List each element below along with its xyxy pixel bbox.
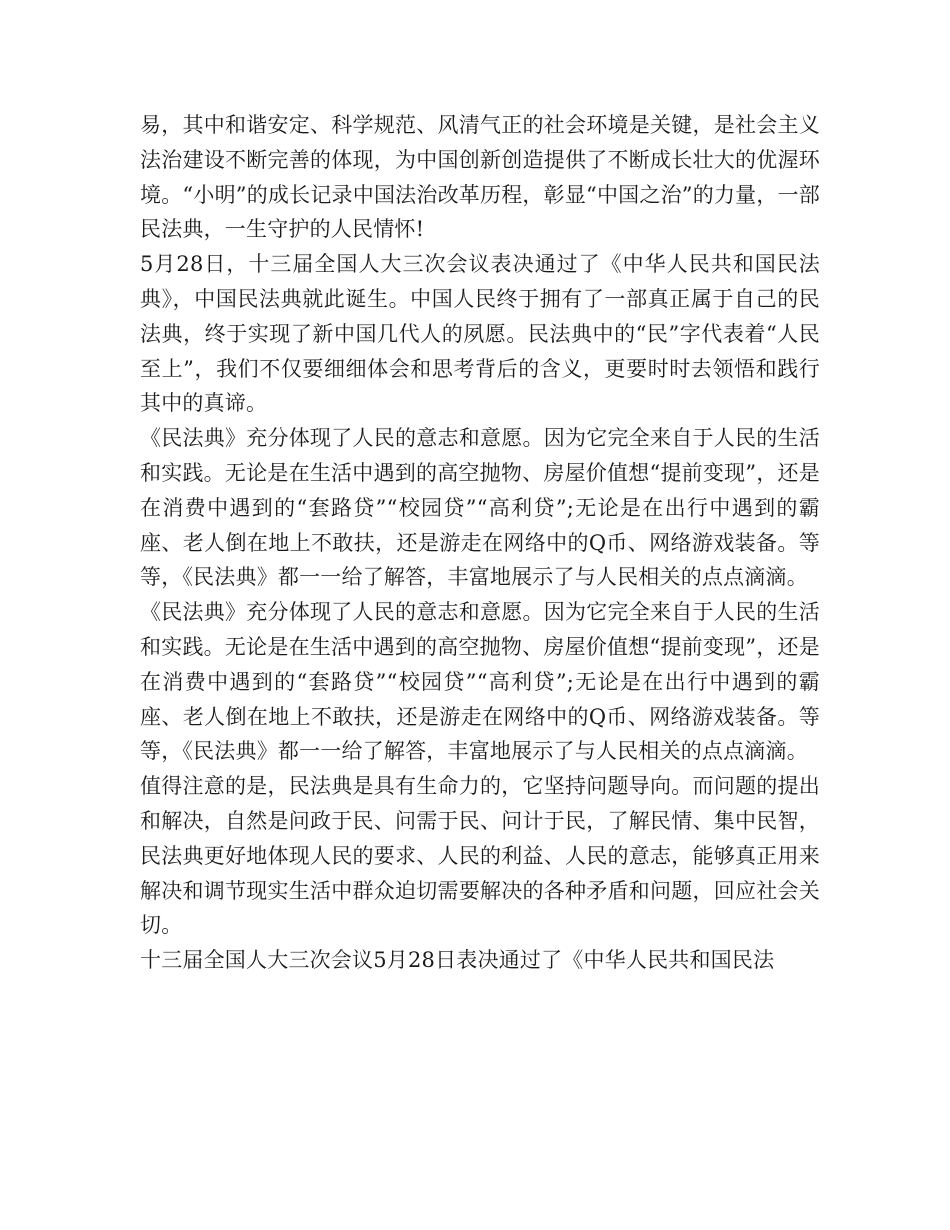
document-body: [140, 108, 820, 978]
paragraph-5: 值得注意的是，民法典是具有生命力的，它坚持问题导向。而问题的提出和解决，自然是问政于民、问需于民、问计于民，了解民情、集中民智，民法典更好地体现人民的要求、人民的利益、人民的意志，能够真正用来解决和调节现实生活中群众迫切需要解决的各种矛盾和问题，回应社会关切。: [140, 774, 820, 938]
paragraph-3: 《民法典》充分体现了人民的意志和意愿。因为它完全来自于人民的生活和实践。无论是在生活中遇到的高空抛物、房屋价值想“提前变现”，还是在消费中遇到的“套路贷”“校园贷”“高利贷”;无论是在出行中遇到的霸座、老人倒在地上不敢扶，还是游走在网络中的Q币、网络游戏装备。等等，《民法典》都一一给了解答，丰富地展示了与人民相关的点点滴滴。: [140, 426, 820, 590]
paragraph-1: 易，其中和谐安定、科学规范、风清气正的社会环境是关键，是社会主义法治建设不断完善的体现，为中国创新创造提供了不断成长壮大的优渥环境。“小明”的成长记录中国法治改革历程，彰显“中国之治”的力量，一部民法典，一生守护的人民情怀!: [140, 113, 820, 242]
paragraph-4: 《民法典》充分体现了人民的意志和意愿。因为它完全来自于人民的生活和实践。无论是在生活中遇到的高空抛物、房屋价值想“提前变现”，还是在消费中遇到的“套路贷”“校园贷”“高利贷”;无论是在出行中遇到的霸座、老人倒在地上不敢扶，还是游走在网络中的Q币、网络游戏装备。等等，《民法典》都一一给了解答，丰富地展示了与人民相关的点点滴滴。: [140, 600, 820, 764]
paragraph-6: 十三届全国人大三次会议5月28日表决通过了《中华人民共和国民法: [140, 948, 775, 973]
paragraph-2: 5月28日，十三届全国人大三次会议表决通过了《中华人民共和国民法典》，中国民法典就此诞生。中国人民终于拥有了一部真正属于自己的民法典，终于实现了新中国几代人的夙愿。民法典中的“民”字代表着“人民至上”，我们不仅要细细体会和思考背后的含义，更要时时去领悟和践行其中的真谛。: [140, 252, 820, 416]
